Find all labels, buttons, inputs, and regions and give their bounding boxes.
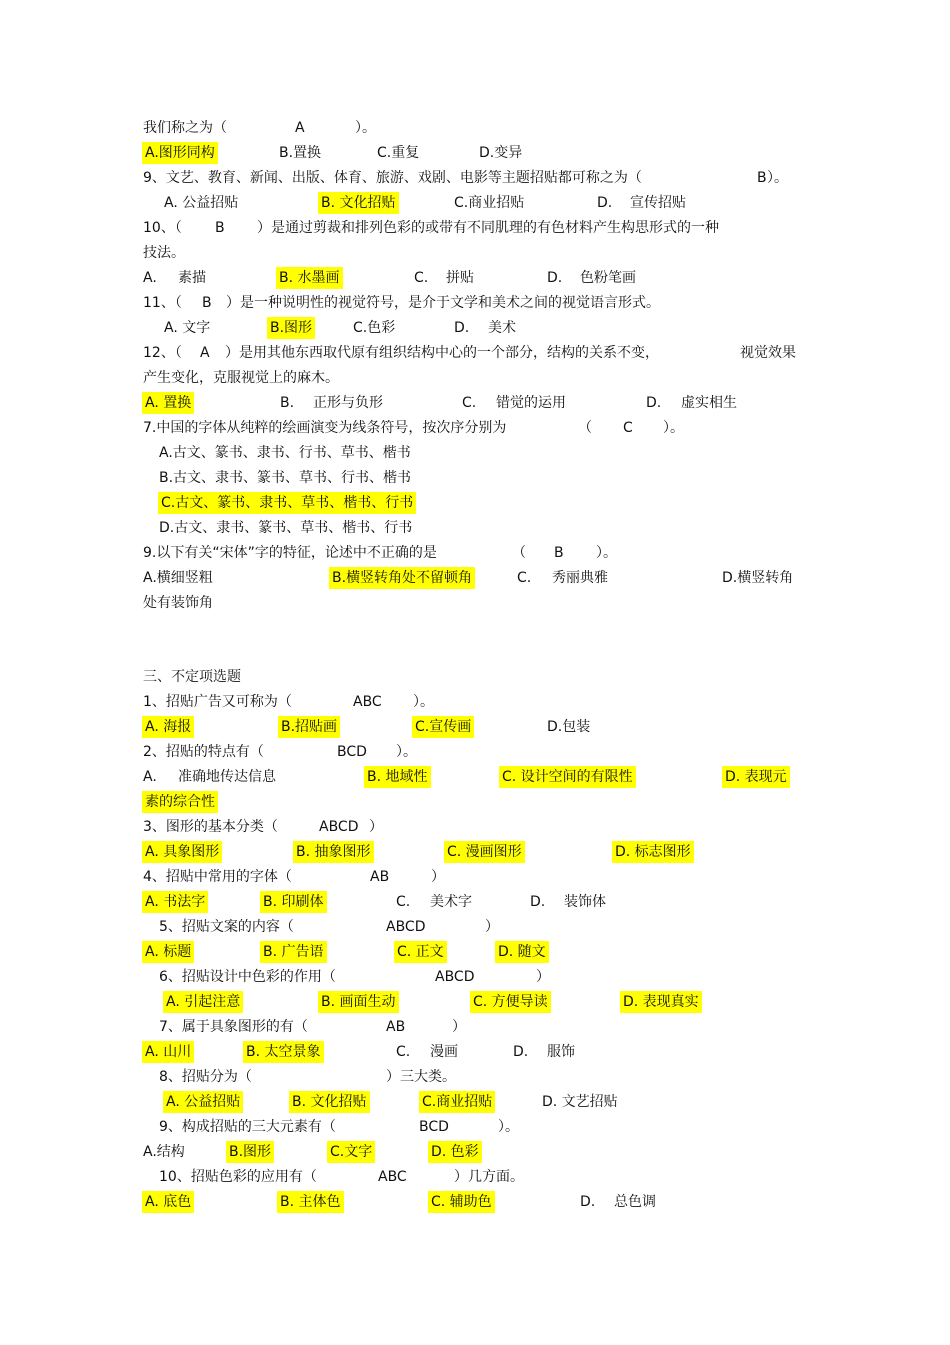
text-segment: ）。: [355, 120, 376, 136]
text-segment: 美术: [488, 320, 516, 336]
text-segment: 9.以下有关“宋体”字的特征，论述中不正确的是: [143, 545, 437, 561]
text-segment: B.: [280, 395, 295, 411]
text-segment: B: [554, 545, 564, 561]
text-segment: ）: [452, 1019, 466, 1035]
text-segment: B.置换: [279, 145, 322, 161]
text-segment: ）: [431, 869, 445, 885]
highlighted-answer: B. 主体色: [277, 1191, 344, 1213]
text-segment: C.色彩: [353, 320, 396, 336]
text-segment: D.横竖转角: [722, 570, 794, 586]
text-segment: D.: [580, 1194, 596, 1210]
highlighted-answer: D. 色彩: [428, 1141, 482, 1163]
text-segment: D. 文艺招贴: [542, 1094, 618, 1110]
text-segment: ABC: [378, 1169, 407, 1185]
text-segment: 宣传招贴: [630, 195, 686, 211]
text-segment: 8、招贴分为（: [159, 1069, 252, 1085]
text-segment: D.古文、隶书、篆书、草书、楷书、行书: [159, 520, 413, 536]
highlighted-answer: A. 书法字: [142, 891, 208, 913]
text-segment: A.结构: [143, 1144, 185, 1160]
highlighted-answer: C. 正文: [394, 941, 447, 963]
text-segment: 1、招贴广告又可称为（: [143, 694, 292, 710]
text-segment: C.: [396, 894, 411, 910]
text-segment: 虚实相生: [681, 395, 737, 411]
text-segment: 11、（: [143, 295, 182, 311]
text-segment: C.商业招贴: [454, 195, 525, 211]
text-segment: D.: [547, 270, 563, 286]
text-segment: C.: [396, 1044, 411, 1060]
text-segment: ）: [369, 819, 383, 835]
text-segment: BCD: [419, 1119, 449, 1135]
highlighted-answer: C. 设计空间的有限性: [499, 766, 636, 788]
text-segment: B: [215, 220, 225, 236]
text-segment: 产生变化，克服视觉上的麻木。: [143, 370, 339, 386]
text-segment: D.变异: [479, 145, 523, 161]
text-segment: 2、招贴的特点有（: [143, 744, 264, 760]
highlighted-answer: A.图形同构: [142, 142, 218, 164]
text-segment: A.: [143, 769, 157, 785]
text-segment: 总色调: [614, 1194, 656, 1210]
text-segment: C.: [462, 395, 477, 411]
text-segment: 秀丽典雅: [552, 570, 608, 586]
text-segment: ）是用其他东西取代原有组织结构中心的一个部分，结构的关系不变，: [225, 345, 659, 361]
highlighted-answer: B. 地域性: [364, 766, 431, 788]
highlighted-answer: B. 文化招贴: [318, 192, 399, 214]
text-segment: A: [295, 120, 305, 136]
text-segment: B: [202, 295, 212, 311]
text-segment: A. 文字: [164, 320, 211, 336]
text-segment: 服饰: [547, 1044, 575, 1060]
text-segment: D.: [513, 1044, 529, 1060]
text-segment: 色粉笔画: [580, 270, 636, 286]
highlighted-answer: D. 表现真实: [620, 991, 702, 1013]
highlighted-answer: A. 具象图形: [142, 841, 222, 863]
text-segment: 技法。: [143, 245, 185, 261]
text-segment: 三、不定项选题: [143, 669, 241, 685]
text-segment: D.: [454, 320, 470, 336]
highlighted-answer: B. 广告语: [260, 941, 327, 963]
text-segment: A. 公益招贴: [164, 195, 239, 211]
text-segment: ）是一种说明性的视觉符号，是介于文学和美术之间的视觉语言形式。: [226, 295, 660, 311]
text-segment: ABCD: [386, 919, 426, 935]
highlighted-answer: B. 画面生动: [318, 991, 399, 1013]
text-segment: 视觉效果: [740, 345, 796, 361]
text-segment: 美术字: [430, 894, 472, 910]
highlighted-answer: A. 置换: [142, 392, 194, 414]
text-segment: 12、（: [143, 345, 182, 361]
text-segment: 7、属于具象图形的有（: [159, 1019, 308, 1035]
text-segment: 10、（: [143, 220, 182, 236]
highlighted-answer: C.古文、篆书、隶书、草书、楷书、行书: [158, 492, 416, 514]
text-segment: ）。: [663, 420, 684, 436]
highlighted-answer: B. 印刷体: [260, 891, 327, 913]
highlighted-answer: B.招贴画: [278, 716, 340, 738]
text-segment: ）。: [498, 1119, 519, 1135]
text-segment: BCD: [337, 744, 367, 760]
text-segment: B.古文、隶书、篆书、草书、行书、楷书: [159, 470, 412, 486]
text-segment: 素描: [178, 270, 206, 286]
text-segment: 正形与负形: [313, 395, 383, 411]
text-segment: 漫画: [430, 1044, 458, 1060]
highlighted-answer: D. 随文: [495, 941, 549, 963]
text-segment: ）几方面。: [454, 1169, 524, 1185]
highlighted-answer: A. 标题: [142, 941, 194, 963]
text-segment: ）。: [596, 545, 617, 561]
text-segment: A: [200, 345, 210, 361]
text-segment: ）: [536, 969, 550, 985]
highlighted-answer: B. 水墨画: [276, 267, 343, 289]
text-segment: A.古文、篆书、隶书、行书、草书、楷书: [159, 445, 411, 461]
highlighted-answer: 素的综合性: [142, 791, 218, 813]
text-segment: D.: [597, 195, 613, 211]
text-segment: AB: [386, 1019, 406, 1035]
text-segment: D.: [530, 894, 546, 910]
text-segment: ABCD: [435, 969, 475, 985]
text-segment: 9、构成招贴的三大元素有（: [159, 1119, 336, 1135]
highlighted-answer: C.宣传画: [412, 716, 474, 738]
text-segment: 6、招贴设计中色彩的作用（: [159, 969, 336, 985]
text-segment: C: [623, 420, 633, 436]
highlighted-answer: C.文字: [327, 1141, 375, 1163]
text-segment: 错觉的运用: [496, 395, 566, 411]
text-segment: AB: [370, 869, 390, 885]
highlighted-answer: A. 海报: [142, 716, 194, 738]
highlighted-answer: B.横竖转角处不留顿角: [329, 567, 475, 589]
text-segment: ）是通过剪裁和排列色彩的或带有不同肌理的有色材料产生构思形式的一种: [257, 220, 719, 236]
text-segment: ABCD: [319, 819, 359, 835]
text-segment: ABC: [353, 694, 382, 710]
highlighted-answer: A. 引起注意: [163, 991, 243, 1013]
highlighted-answer: A. 底色: [142, 1191, 194, 1213]
text-segment: 拼贴: [446, 270, 474, 286]
text-segment: A.横细竖粗: [143, 570, 213, 586]
text-segment: 我们称之为（: [143, 120, 227, 136]
text-segment: B: [757, 170, 767, 186]
text-segment: 7.中国的字体从纯粹的绘画演变为线条符号，按次序分别为: [143, 420, 507, 436]
text-segment: 4、招贴中常用的字体（: [143, 869, 292, 885]
highlighted-answer: B.图形: [226, 1141, 274, 1163]
text-segment: ）: [485, 919, 499, 935]
highlighted-answer: C. 方便导读: [470, 991, 551, 1013]
highlighted-answer: C.商业招贴: [419, 1091, 495, 1113]
text-segment: 10、招贴色彩的应用有（: [159, 1169, 317, 1185]
highlighted-answer: B. 太空景象: [243, 1041, 324, 1063]
text-segment: ）。: [767, 170, 788, 186]
text-segment: C.: [517, 570, 532, 586]
highlighted-answer: C. 漫画图形: [444, 841, 525, 863]
text-segment: （: [578, 420, 592, 436]
text-segment: ）三大类。: [386, 1069, 456, 1085]
text-segment: C.: [414, 270, 429, 286]
text-segment: 5、招贴文案的内容（: [159, 919, 294, 935]
highlighted-answer: B.图形: [267, 317, 315, 339]
highlighted-answer: C. 辅助色: [428, 1191, 495, 1213]
highlighted-answer: A. 公益招贴: [163, 1091, 243, 1113]
text-segment: ）。: [413, 694, 434, 710]
highlighted-answer: B. 文化招贴: [289, 1091, 370, 1113]
text-segment: D.包装: [547, 719, 591, 735]
text-segment: 准确地传达信息: [178, 769, 276, 785]
text-segment: （: [512, 545, 526, 561]
text-segment: A.: [143, 270, 157, 286]
highlighted-answer: B. 抽象图形: [293, 841, 374, 863]
text-segment: 处有装饰角: [143, 595, 213, 611]
text-segment: ）。: [396, 744, 417, 760]
highlighted-answer: A. 山川: [142, 1041, 194, 1063]
text-segment: 3、图形的基本分类（: [143, 819, 278, 835]
text-segment: 9、文艺、教育、新闻、出版、体育、旅游、戏剧、电影等主题招贴都可称之为（: [143, 170, 642, 186]
highlighted-answer: D. 表现元: [722, 766, 790, 788]
highlighted-answer: D. 标志图形: [612, 841, 694, 863]
text-segment: 装饰体: [564, 894, 606, 910]
text-segment: D.: [646, 395, 662, 411]
text-segment: C.重复: [377, 145, 420, 161]
